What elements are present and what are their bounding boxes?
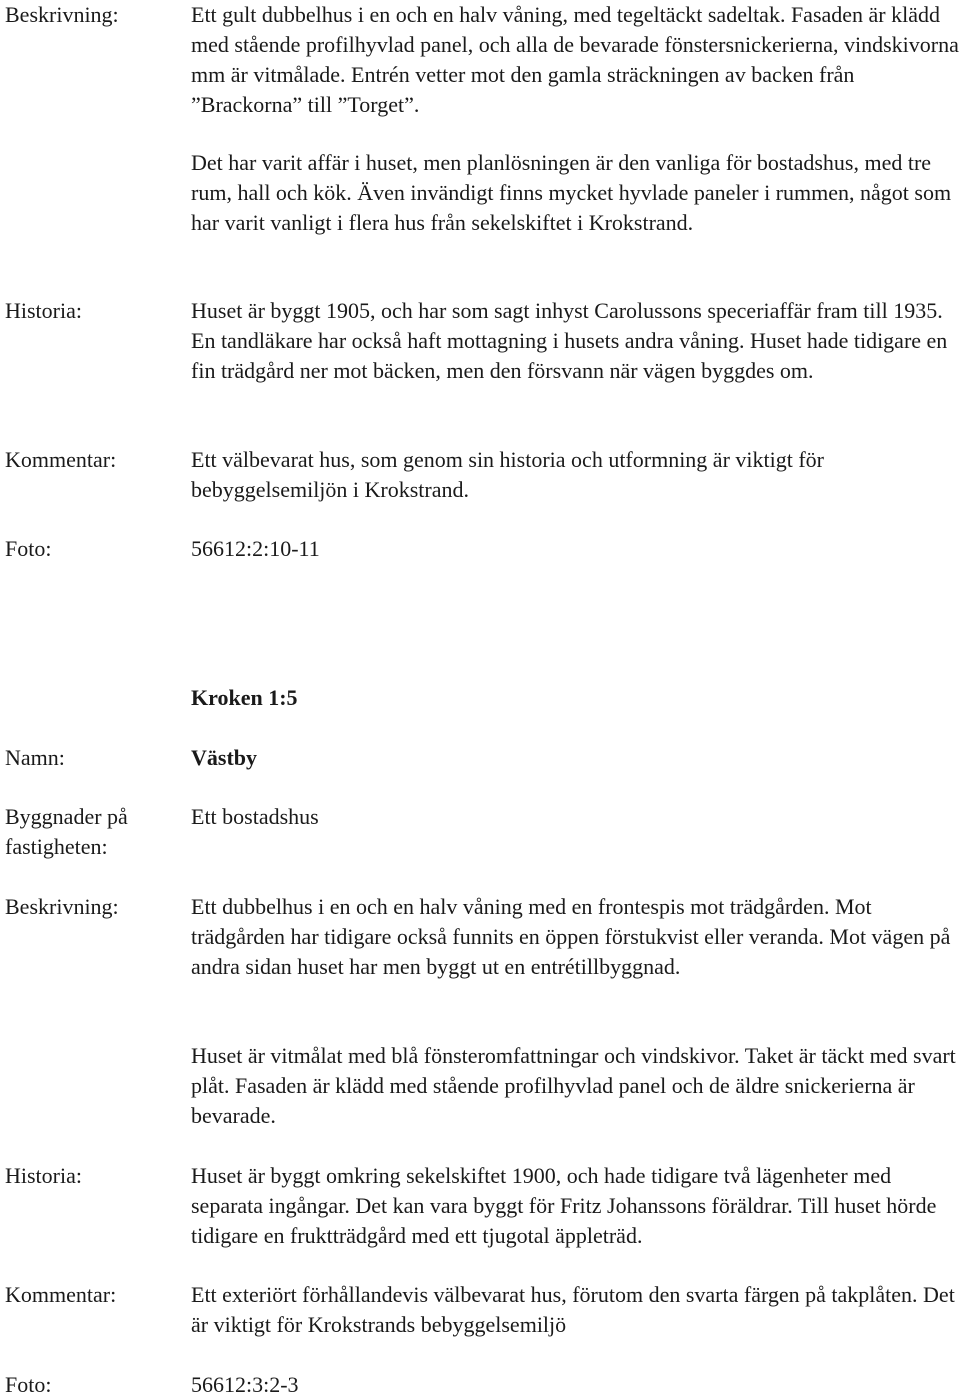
foto-value: 56612:2:10-11 bbox=[191, 536, 320, 561]
namn-value: Västby bbox=[191, 745, 258, 770]
byggnader-value: Ett bostadshus bbox=[191, 804, 319, 829]
kommentar-label: Kommentar: bbox=[5, 1282, 117, 1307]
historia-text: Huset är byggt 1905, och har som sagt inhyst Carolussons speceriaffär fram till 1935. En tandläkare har också haft mottagning i husets andra våning. Huset hade tidigare en fin trädgård ner mot bäcken, men den försvann när vägen byggdes om. bbox=[191, 298, 948, 383]
kommentar-text: Ett exteriört förhållandevis välbevarat hus, förutom den svarta färgen på takplåten. Det är viktigt för Krokstrands bebyggelsemiljö bbox=[191, 1282, 955, 1337]
kommentar-text: Ett välbevarat hus, som genom sin historia och utformning är viktigt för bebyggelsemiljön i Krokstrand. bbox=[191, 447, 824, 502]
historia-text: Huset är byggt omkring sekelskiftet 1900, och hade tidigare två lägenheter med separata ingångar. Det kan vara byggt för Fritz Johanssons föräldrar. Till huset hörde tidigare en fruktträdgård med ett tjugotal äppleträd. bbox=[191, 1163, 937, 1248]
beskrivning-paragraph-1: Ett dubbelhus i en och en halv våning med en frontespis mot trädgården. Mot trädgården har tidigare också funnits en öppen förstukvist eller veranda. Mot vägen på andra sidan huset har men byggt ut en entrétillbyggnad. bbox=[191, 894, 951, 979]
historia-label: Historia: bbox=[5, 1163, 82, 1188]
foto-value: 56612:3:2-3 bbox=[191, 1372, 299, 1397]
beskrivning-paragraph-2: Det har varit affär i huset, men planlösningen är den vanliga för bostadshus, med tre rum, hall och kök. Även invändigt finns mycket hyvlade paneler i rummen, något som har varit vanligt i flera hus från sekelskiftet i Krokstrand. bbox=[191, 150, 952, 235]
historia-label: Historia: bbox=[5, 298, 82, 323]
beskrivning-paragraph-1: Ett gult dubbelhus i en och en halv våning, med tegeltäckt sadeltak. Fasaden är klädd med stående profilhyvlad panel, och alla de bevarade fönstersnickerierna, vindskivorna mm är vitmålade. Entrén vetter mot den gamla sträckningen av backen från ”Brackorna” till ”Torget”. bbox=[191, 2, 959, 117]
namn-label: Namn: bbox=[5, 745, 65, 770]
beskrivning-label: Beskrivning: bbox=[5, 894, 119, 919]
beskrivning-paragraph-2: Huset är vitmålat med blå fönsteromfattningar och vindskivor. Taket är täckt med svart plåt. Fasaden är klädd med stående profilhyvlad panel och de äldre snickerierna är bevarade. bbox=[191, 1043, 956, 1128]
byggnader-label-line-1: Byggnader på bbox=[5, 804, 128, 829]
foto-label: Foto: bbox=[5, 1372, 52, 1397]
foto-label: Foto: bbox=[5, 536, 52, 561]
beskrivning-text bbox=[191, 0, 959, 120]
beskrivning-label: Beskrivning: bbox=[5, 2, 119, 27]
kommentar-label: Kommentar: bbox=[5, 447, 117, 472]
byggnader-label bbox=[5, 802, 185, 862]
property-heading: Kroken 1:5 bbox=[191, 685, 298, 710]
byggnader-label-line-2: fastigheten: bbox=[5, 834, 108, 859]
